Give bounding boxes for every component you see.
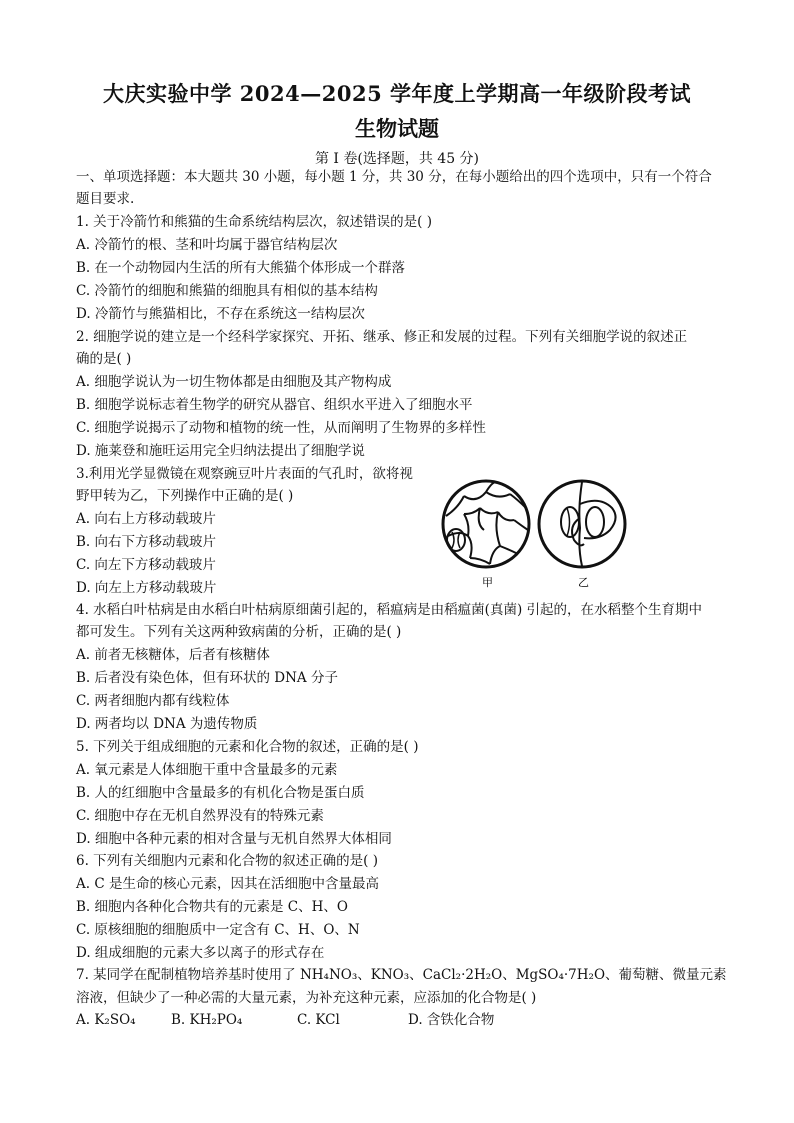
exam-title: 大庆实验中学 2024—2025 学年度上学期高一年级阶段考试 — [102, 81, 691, 106]
question-1-option-a: A. 冷箭竹的根、茎和叶均属于器官结构层次 — [76, 237, 338, 253]
question-4-option-a: A. 前者无核糖体，后者有核糖体 — [76, 647, 270, 663]
question-7-option-c: C. KCl — [297, 1012, 340, 1028]
question-7-stem: 7. 某同学在配制植物培养基时使用了 NH₄NO₃、KNO₃、CaCl₂·2H₂O、MgSO₄·7H₂O、葡萄糖、微量元素 — [76, 967, 727, 983]
question-6-option-a: A. C 是生命的核心元素，因其在活细胞中含量最高 — [76, 876, 379, 892]
question-3-stem-cont: 野甲转为乙，下列操作中正确的是( ) — [76, 488, 294, 504]
question-2-option-d: D. 施莱登和施旺运用完全归纳法提出了细胞学说 — [76, 443, 365, 459]
question-2-option-b: B. 细胞学说标志着生物学的研究从器官、组织水平进入了细胞水平 — [76, 397, 473, 413]
question-1-option-b: B. 在一个动物园内生活的所有大熊猫个体形成一个群落 — [76, 260, 406, 276]
question-7-option-a: A. K₂SO₄ — [76, 1012, 136, 1028]
field-jia — [443, 481, 529, 567]
question-4-option-b: B. 后者没有染色体，但有环状的 DNA 分子 — [76, 670, 338, 686]
question-3-option-b: B. 向右下方移动载玻片 — [76, 534, 217, 550]
question-5-option-b: B. 人的红细胞中含量最多的有机化合物是蛋白质 — [76, 785, 365, 801]
question-5-option-d: D. 细胞中各种元素的相对含量与无机自然界大体相同 — [76, 831, 392, 847]
question-3-option-a: A. 向右上方移动载玻片 — [76, 511, 216, 527]
volume-heading: 第 I 卷(选择题，共 45 分) — [314, 151, 480, 167]
microscope-fields-drawing — [440, 478, 640, 590]
question-7-stem-cont: 溶液，但缺少了一种必需的大量元素，为补充这种元素，应添加的化合物是( ) — [76, 990, 537, 1006]
question-2-option-c: C. 细胞学说揭示了动物和植物的统一性，从而阐明了生物界的多样性 — [76, 420, 486, 436]
exam-subtitle: 生物试题 — [355, 116, 439, 141]
question-2-stem: 2. 细胞学说的建立是一个经科学家探究、开拓、继承、修正和发展的过程。下列有关细胞学说的叙述正 — [76, 329, 688, 345]
section-instructions-cont: 题目要求. — [76, 191, 135, 207]
label-yi: 乙 — [578, 576, 589, 589]
question-2-stem-cont: 确的是( ) — [76, 351, 132, 367]
question-2-option-a: A. 细胞学说认为一切生物体都是由细胞及其产物构成 — [76, 374, 392, 390]
question-4-option-d: D. 两者均以 DNA 为遗传物质 — [76, 716, 258, 732]
microscope-field-figure — [440, 478, 640, 590]
question-6-option-b: B. 细胞内各种化合物共有的元素是 C、H、O — [76, 899, 348, 915]
question-3-stem: 3.利用光学显微镜在观察豌豆叶片表面的气孔时，欲将视 — [76, 466, 413, 482]
section-instructions: 一、单项选择题：本大题共 30 小题，每小题 1 分，共 30 分，在每小题给出的四个选项中，只有一个符合 — [76, 169, 712, 185]
question-3-option-c: C. 向左下方移动载玻片 — [76, 557, 216, 573]
question-6-stem: 6. 下列有关细胞内元素和化合物的叙述正确的是( ) — [76, 853, 378, 869]
question-4-stem-cont: 都可发生。下列有关这两种致病菌的分析，正确的是( ) — [76, 624, 402, 640]
question-6-option-d: D. 组成细胞的元素大多以离子的形式存在 — [76, 945, 325, 961]
question-6-option-c: C. 原核细胞的细胞质中一定含有 C、H、O、N — [76, 922, 360, 938]
question-5-option-c: C. 细胞中存在无机自然界没有的特殊元素 — [76, 808, 324, 824]
question-7-option-d: D. 含铁化合物 — [408, 1012, 495, 1028]
question-1-option-c: C. 冷箭竹的细胞和熊猫的细胞具有相似的基本结构 — [76, 283, 378, 299]
question-5-stem: 5. 下列关于组成细胞的元素和化合物的叙述，正确的是( ) — [76, 739, 419, 755]
question-4-stem: 4. 水稻白叶枯病是由水稻白叶枯病原细菌引起的，稻瘟病是由稻瘟菌(真菌) 引起的，在水稻整个生育期中 — [76, 602, 702, 618]
question-1-stem: 1. 关于冷箭竹和熊猫的生命系统结构层次，叙述错误的是( ) — [76, 214, 432, 230]
question-4-option-c: C. 两者细胞内都有线粒体 — [76, 693, 230, 709]
question-7-option-b: B. KH₂PO₄ — [171, 1012, 243, 1028]
question-1-option-d: D. 冷箭竹与熊猫相比，不存在系统这一结构层次 — [76, 306, 365, 322]
label-jia: 甲 — [482, 576, 493, 589]
question-5-option-a: A. 氧元素是人体细胞干重中含量最多的元素 — [76, 762, 338, 778]
question-3-option-d: D. 向左上方移动载玻片 — [76, 580, 217, 596]
field-yi — [539, 481, 625, 567]
